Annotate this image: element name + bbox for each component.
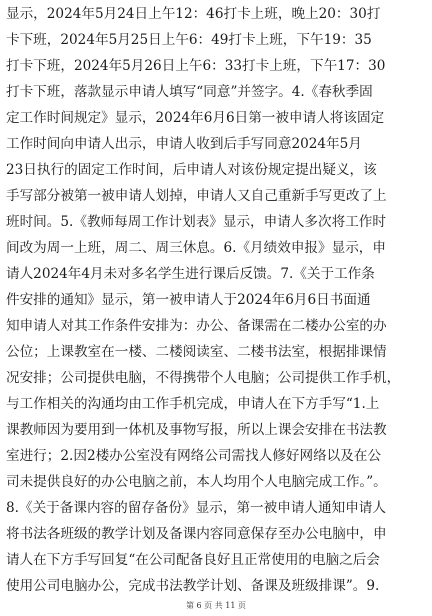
text-line: 工作时间向申请人出示，申请人收到后手写同意2024年5月 <box>6 136 362 152</box>
page-number-footer: 第 6 页 共 11 页 <box>186 601 246 610</box>
text-line: 显示，2024年5月24日上午12：46打卡上班，晚上20：30打 <box>6 6 381 22</box>
text-line: 请人2024年4月未对多名学生进行课后反馈。7.《关于工作条 <box>6 266 375 282</box>
text-line: 与工作相关的沟通均由工作手机完成，申请人在下方手写“1.上 <box>6 396 380 412</box>
text-line: 间改为周一上班，周二、周三休息。6.《月绩效申报》显示，申 <box>6 240 386 256</box>
text-line: 手写部分被第一被申请人划掉，申请人又自己重新手写更改了上 <box>6 188 387 204</box>
text-line: 23日执行的固定工作时间，后申请人对该份规定提出疑义，该 <box>6 162 377 178</box>
text-line: 使用公司电脑办公，完成书法教学计划、备课及班级排课”。9. <box>6 578 380 594</box>
text-line: 知申请人对其工作条件安排为：办公、备课需在二楼办公室的办 <box>6 318 387 334</box>
text-line: 卡下班，2024年5月25日上午6：49打卡上班，下午19：35 <box>6 32 372 48</box>
text-line: 请人在下方手写回复“在公司配备良好且正常使用的电脑之后会 <box>6 552 380 568</box>
text-line: 打卡下班，落款显示申请人填写“同意”并签字。4.《春秋季固 <box>6 84 373 100</box>
text-line: 课教师因为要用到一体机及事物写报，所以上课会安排在书法教 <box>6 422 387 438</box>
text-line: 8.《关于备课内容的留存备份》显示，第一被申请人通知申请人 <box>6 500 386 516</box>
text-line: 定工作时间规定》显示，2024年6月6日第一被申请人将该固定 <box>6 110 385 126</box>
text-line: 班时间。5.《教师每周工作计划表》显示，申请人多次将工作时 <box>6 214 386 230</box>
text-line: 室进行；2.因2楼办公室没有网络公司需找人修好网络以及在公 <box>6 448 382 464</box>
text-line: 况安排；公司提供电脑，不得携带个人电脑；公司提供工作手机， <box>6 370 401 386</box>
text-line: 司未提供良好的办公电脑之前，本人均用个人电脑完成工作。”。 <box>6 474 387 490</box>
text-line: 公位；上课教室在一楼、二楼阅读室、二楼书法室，根据排课情 <box>6 344 387 360</box>
text-line: 将书法各班级的教学计划及备课内容同意保存至办公电脑中，申 <box>6 526 387 542</box>
text-line: 打卡下班，2024年5月26日上午6：33打卡上班，下午17：30 <box>6 58 386 74</box>
text-line: 件安排的通知》显示，第一被申请人于2024年6月6日书面通 <box>6 292 371 308</box>
